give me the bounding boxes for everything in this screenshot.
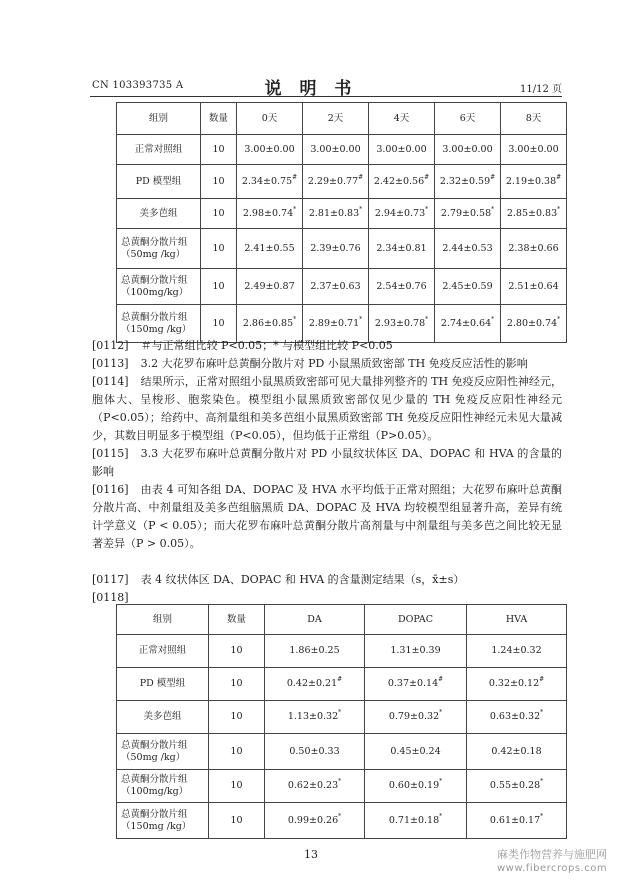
group-name: 总黄酮分散片组 — [121, 274, 188, 286]
value-text: 1.31±0.39 — [390, 645, 441, 656]
value-text: 0.61±0.17 — [489, 814, 541, 826]
page-number: 13 — [304, 848, 318, 861]
value-cell — [467, 734, 567, 770]
group-cell — [117, 199, 201, 229]
paragraph-text: ＃与正常组比较 P<0.05；* 与模型组比较 P<0.05 — [140, 339, 393, 352]
paragraph — [92, 337, 562, 355]
group-name: 总黄酮分散片组 — [121, 236, 188, 248]
value-cell — [467, 770, 567, 803]
count-cell: 10 — [209, 803, 265, 839]
table-row — [117, 135, 567, 165]
value-cell — [237, 165, 303, 199]
group-cell — [117, 668, 209, 701]
page-info: 11/12 页 — [520, 84, 562, 95]
paragraph-number: [0114] — [92, 375, 129, 388]
significance-mark: # — [358, 173, 364, 181]
paragraph-text: 由表 4 可知各组 DA、DOPAC 及 HVA 水平均低于正常对照组；大花罗布麻叶总黄酮分散片高、中剂量组及美多芭组脑黑质 DA、DOPAC 及 HVA 均较模型组显著升高，差异有统计学意义（P < 0.05）；而大花罗布麻叶总黄酮分散片高剂量与中剂量组与美多芭之间比较无显著差异（P > 0.05）。 — [92, 483, 562, 550]
value-text: 2.80±0.74 — [506, 317, 558, 329]
count-cell: 10 — [201, 135, 237, 165]
table-row — [117, 734, 567, 770]
column-header: HVA — [467, 605, 567, 635]
value-text: 0.37±0.14 — [387, 678, 439, 689]
value-text: 0.99±0.26 — [287, 814, 339, 826]
value-text: 2.49±0.87 — [244, 280, 295, 292]
significance-mark: * — [338, 709, 342, 716]
value-cell — [467, 635, 567, 668]
header-rule — [90, 96, 562, 97]
significance-mark: * — [439, 709, 443, 716]
value-text: 0.55±0.28 — [489, 780, 541, 791]
table-row — [117, 668, 567, 701]
value-text: 2.89±0.71 — [308, 317, 360, 329]
table-header-row — [117, 605, 567, 635]
group-cell — [117, 803, 209, 839]
value-cell — [365, 701, 467, 734]
significance-mark: * — [540, 812, 544, 820]
paragraph-number: [0115] — [92, 447, 129, 460]
paragraph-number: [0113] — [92, 357, 129, 370]
value-cell — [369, 269, 435, 305]
significance-mark: # — [490, 173, 496, 181]
paragraph — [92, 481, 562, 553]
value-text: 2.37±0.63 — [310, 280, 361, 292]
value-cell — [435, 165, 501, 199]
value-cell — [237, 199, 303, 229]
value-text: 2.98±0.74 — [242, 207, 294, 219]
significance-mark: * — [540, 778, 544, 785]
value-cell — [501, 199, 567, 229]
value-text: 1.24±0.32 — [491, 645, 542, 656]
paragraph — [92, 355, 562, 373]
group-cell — [117, 770, 209, 803]
value-cell — [501, 135, 567, 165]
count-cell: 10 — [201, 165, 237, 199]
group-name: 正常对照组 — [138, 645, 187, 656]
value-text: 2.34±0.81 — [376, 242, 427, 254]
value-text: 2.74±0.64 — [440, 317, 492, 329]
table-row — [117, 701, 567, 734]
count-cell: 10 — [201, 269, 237, 305]
value-cell — [501, 229, 567, 269]
group-cell — [117, 734, 209, 770]
paragraph-text: 表 4 纹状体区 DA、DOPAC 和 HVA 的含量测定结果（s，x̄±s） — [140, 573, 465, 586]
value-text: 2.32±0.59 — [439, 175, 491, 187]
paragraph — [92, 373, 562, 445]
significance-mark: * — [425, 315, 429, 323]
significance-mark: # — [539, 676, 545, 683]
column-header: 6天 — [435, 103, 501, 135]
column-header: 4天 — [369, 103, 435, 135]
group-name: PD 模型组 — [139, 678, 186, 689]
paragraph-number: [0112] — [92, 339, 129, 352]
group-name: （100mg/kg） — [121, 786, 189, 797]
paragraph — [92, 445, 562, 481]
count-cell: 10 — [201, 199, 237, 229]
group-name: PD 模型组 — [135, 175, 182, 187]
value-cell — [265, 668, 365, 701]
group-name: （100mg/kg） — [121, 286, 189, 298]
table-row — [117, 269, 567, 305]
count-cell: 10 — [209, 701, 265, 734]
table-header-row — [117, 103, 567, 135]
value-text: 0.62±0.23 — [287, 780, 339, 791]
column-header: 组别 — [117, 103, 201, 135]
significance-mark: * — [491, 315, 495, 323]
value-cell — [467, 701, 567, 734]
value-text: 2.94±0.73 — [374, 207, 426, 219]
significance-mark: * — [540, 709, 544, 716]
value-cell — [365, 803, 467, 839]
value-text: 2.79±0.58 — [440, 207, 492, 219]
document-title: 说 明 书 — [264, 79, 358, 99]
value-cell — [435, 229, 501, 269]
value-text: 0.71±0.18 — [388, 814, 440, 826]
significance-mark: # — [438, 676, 444, 683]
significance-mark: * — [557, 315, 561, 323]
group-name: 美多芭组 — [139, 207, 178, 219]
value-cell — [365, 734, 467, 770]
paragraph-text: 3.3 大花罗布麻叶总黄酮分散片对 PD 小鼠纹状体区 DA、DOPAC 和 HVA 的含量的影响 — [92, 447, 562, 478]
column-header: 0天 — [237, 103, 303, 135]
value-cell — [265, 734, 365, 770]
table-row — [117, 803, 567, 839]
patent-number: CN 103393735 A — [92, 80, 184, 91]
significance-mark: * — [439, 778, 443, 785]
value-cell — [303, 269, 369, 305]
value-cell — [365, 635, 467, 668]
watermark-url: www.fibercrops.com — [497, 863, 608, 874]
value-cell — [501, 165, 567, 199]
value-text: 0.45±0.24 — [390, 745, 441, 757]
significance-mark: * — [439, 812, 443, 820]
value-cell — [303, 135, 369, 165]
significance-mark: * — [425, 205, 429, 213]
value-cell — [467, 803, 567, 839]
value-text: 0.79±0.32 — [388, 711, 440, 722]
table-row — [117, 770, 567, 803]
value-text: 0.42±0.21 — [286, 678, 338, 689]
group-cell — [117, 229, 201, 269]
value-text: 0.63±0.32 — [489, 711, 541, 722]
value-text: 2.44±0.53 — [442, 242, 493, 254]
column-header: 数量 — [201, 103, 237, 135]
significance-mark: # — [556, 173, 562, 181]
value-cell — [265, 803, 365, 839]
column-header: 8天 — [501, 103, 567, 135]
column-header: DOPAC — [365, 605, 467, 635]
group-name: （150mg /kg） — [121, 323, 192, 335]
table-rotarod-scores — [116, 102, 567, 343]
value-text: 1.86±0.25 — [289, 645, 340, 656]
paragraph — [92, 571, 562, 589]
significance-mark: # — [337, 676, 343, 683]
group-cell — [117, 635, 209, 668]
group-name: （50mg /kg） — [121, 751, 186, 763]
value-cell — [435, 199, 501, 229]
value-text: 3.00±0.00 — [442, 143, 493, 155]
value-cell — [303, 165, 369, 199]
value-text: 0.42±0.18 — [491, 745, 542, 757]
value-text: 2.81±0.83 — [308, 207, 360, 219]
paragraph-number: [0118] — [92, 591, 129, 604]
column-header: DA — [265, 605, 365, 635]
count-cell: 10 — [209, 635, 265, 668]
paragraph-text: 结果所示，正常对照组小鼠黑质致密部可见大量排列整齐的 TH 免疫反应阳性神经元，胞体大、呈梭形、胞浆染色。模型组小鼠黑质致密部仅见少量的 TH 免疫反应阳性神经元（P<0.05）；给药中、高剂量组和美多芭组小鼠黑质致密部 TH 免疫反应阳性神经元未见大量减少，其数目明显多于模型组（P<0.05），但均低于正常组（P>0.05）。 — [92, 375, 562, 442]
table-row — [117, 229, 567, 269]
count-cell: 10 — [201, 305, 237, 343]
value-text: 2.34±0.75 — [241, 175, 293, 187]
value-cell — [467, 668, 567, 701]
paragraph-number: [0116] — [92, 483, 129, 496]
count-cell: 10 — [209, 770, 265, 803]
watermark-site-name: 麻类作物营养与施肥网 — [497, 848, 607, 861]
value-cell — [501, 269, 567, 305]
value-cell — [369, 199, 435, 229]
value-text: 0.60±0.19 — [388, 780, 440, 791]
table-row — [117, 199, 567, 229]
value-cell — [237, 135, 303, 165]
value-text: 2.19±0.38 — [505, 175, 557, 187]
significance-mark: * — [557, 205, 561, 213]
significance-mark: * — [359, 315, 363, 323]
group-cell — [117, 701, 209, 734]
column-header: 数量 — [209, 605, 265, 635]
value-text: 2.85±0.83 — [506, 207, 558, 219]
value-cell — [435, 269, 501, 305]
value-cell — [237, 269, 303, 305]
paragraph-number: [0117] — [92, 573, 129, 586]
group-name: 正常对照组 — [134, 143, 183, 155]
group-cell — [117, 269, 201, 305]
group-name: 总黄酮分散片组 — [121, 739, 188, 751]
value-text: 3.00±0.00 — [508, 143, 559, 155]
count-cell: 10 — [209, 734, 265, 770]
value-text: 3.00±0.00 — [310, 143, 361, 155]
value-text: 2.54±0.76 — [376, 280, 427, 292]
count-cell: 10 — [201, 229, 237, 269]
column-header: 2天 — [303, 103, 369, 135]
group-name: （150mg /kg） — [121, 820, 192, 832]
value-cell — [265, 701, 365, 734]
table-row — [117, 165, 567, 199]
value-cell — [303, 229, 369, 269]
watermark — [497, 848, 607, 876]
significance-mark: # — [424, 173, 430, 181]
value-cell — [265, 635, 365, 668]
significance-mark: * — [491, 205, 495, 213]
value-cell — [365, 770, 467, 803]
group-name: 总黄酮分散片组 — [121, 774, 188, 785]
significance-mark: * — [293, 315, 297, 323]
group-name: 总黄酮分散片组 — [121, 311, 188, 323]
value-cell — [369, 165, 435, 199]
value-cell — [365, 668, 467, 701]
group-name: 总黄酮分散片组 — [121, 808, 188, 820]
significance-mark: * — [338, 778, 342, 785]
group-cell — [117, 165, 201, 199]
value-text: 1.13±0.32 — [287, 711, 339, 722]
significance-mark: * — [293, 205, 297, 213]
table-row — [117, 635, 567, 668]
value-cell — [237, 229, 303, 269]
value-text: 2.29±0.77 — [307, 175, 359, 187]
column-header: 组别 — [117, 605, 209, 635]
value-text: 2.86±0.85 — [242, 317, 294, 329]
value-cell — [369, 135, 435, 165]
value-text: 2.45±0.59 — [442, 280, 493, 292]
value-text: 2.42±0.56 — [373, 175, 425, 187]
value-text: 2.51±0.64 — [508, 280, 559, 292]
value-text: 2.38±0.66 — [508, 242, 559, 254]
group-name: （50mg /kg） — [121, 248, 186, 260]
value-text: 2.41±0.55 — [244, 242, 295, 254]
value-text: 0.50±0.33 — [289, 745, 340, 757]
significance-mark: * — [359, 205, 363, 213]
value-cell — [265, 770, 365, 803]
paragraph-text: 3.2 大花罗布麻叶总黄酮分散片对 PD 小鼠黑质致密部 TH 免疫反应活性的影响 — [140, 357, 528, 370]
value-cell — [369, 229, 435, 269]
value-cell — [303, 199, 369, 229]
group-name: 美多芭组 — [143, 711, 182, 722]
significance-mark: * — [338, 812, 342, 820]
group-cell — [117, 135, 201, 165]
value-text: 2.39±0.76 — [310, 242, 361, 254]
count-cell: 10 — [209, 668, 265, 701]
value-cell — [435, 135, 501, 165]
value-text: 3.00±0.00 — [244, 143, 295, 155]
value-text: 2.93±0.78 — [374, 317, 426, 329]
value-text: 3.00±0.00 — [376, 143, 427, 155]
table-striatum-content — [116, 604, 567, 839]
value-text: 0.32±0.12 — [488, 678, 540, 689]
significance-mark: # — [292, 173, 298, 181]
